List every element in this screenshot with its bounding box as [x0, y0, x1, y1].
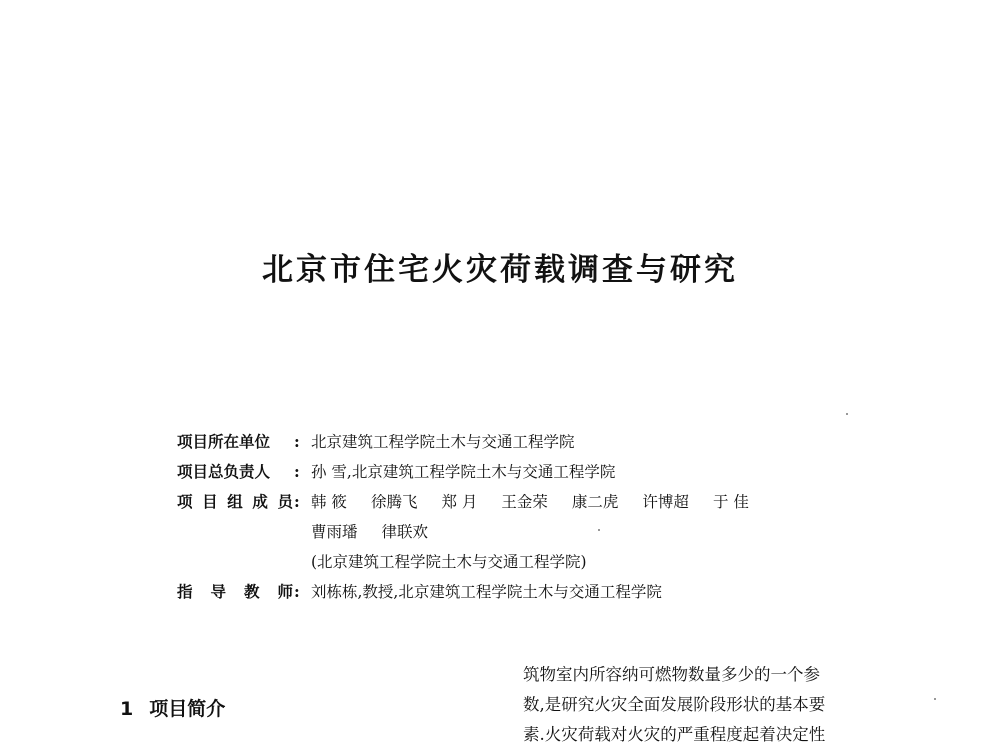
- label-char: 目: [202, 493, 218, 511]
- advisor-value: 刘栋栋,教授,北京建筑工程学院土木与交通工程学院: [311, 583, 662, 601]
- body-line: 素.火灾荷载对火灾的严重程度起着决定性: [523, 725, 826, 744]
- section-heading: [120, 694, 225, 721]
- label-char: 指: [177, 583, 193, 601]
- separator: :: [294, 432, 300, 451]
- advisor-label: [177, 577, 293, 607]
- separator: :: [294, 492, 300, 511]
- members-label: [177, 487, 293, 517]
- scan-speck: [934, 698, 936, 700]
- members-affiliation: (北京建筑工程学院土木与交通工程学院): [311, 553, 587, 571]
- section-number: 1: [120, 698, 134, 720]
- separator: :: [294, 582, 300, 601]
- member-name: 王金荣: [501, 493, 548, 511]
- member-name: 徐腾飞: [370, 493, 418, 511]
- label-char: 成: [252, 493, 268, 511]
- member-name: 曹雨璠: [311, 523, 358, 541]
- section-title: 项目简介: [149, 698, 226, 720]
- member-name: 于 佳: [712, 493, 749, 511]
- label-char: 导: [210, 583, 226, 601]
- label-char: 教: [243, 583, 260, 601]
- label-char: 员: [277, 493, 293, 511]
- paper-title: 北京市住宅火灾荷载调查与研究: [262, 252, 738, 288]
- body-line: 筑物室内所容纳可燃物数量多少的一个参: [523, 665, 820, 684]
- scan-speck: [598, 529, 600, 531]
- separator: :: [294, 462, 300, 481]
- member-name: 康二虎: [571, 493, 619, 511]
- member-name: 郑 月: [441, 493, 478, 511]
- body-line: 数,是研究火灾全面发展阶段形状的基本要: [523, 695, 826, 714]
- member-name: 韩 筱: [311, 493, 347, 511]
- members-line-2: [311, 517, 452, 547]
- leader-value: 孙 雪,北京建筑工程学院土木与交通工程学院: [311, 463, 616, 481]
- unit-label: 项目所在单位: [177, 433, 271, 451]
- scan-speck: [846, 413, 848, 415]
- label-char: 师: [277, 583, 293, 601]
- member-name: 律联欢: [381, 523, 429, 541]
- body-text: [523, 660, 893, 750]
- leader-label: 项目总负责人: [177, 463, 271, 481]
- label-char: 组: [227, 493, 243, 511]
- unit-value: 北京建筑工程学院土木与交通工程学院: [311, 433, 575, 451]
- members-line-1: [311, 487, 773, 517]
- label-char: 项: [177, 493, 193, 511]
- member-name: 许博超: [642, 493, 689, 511]
